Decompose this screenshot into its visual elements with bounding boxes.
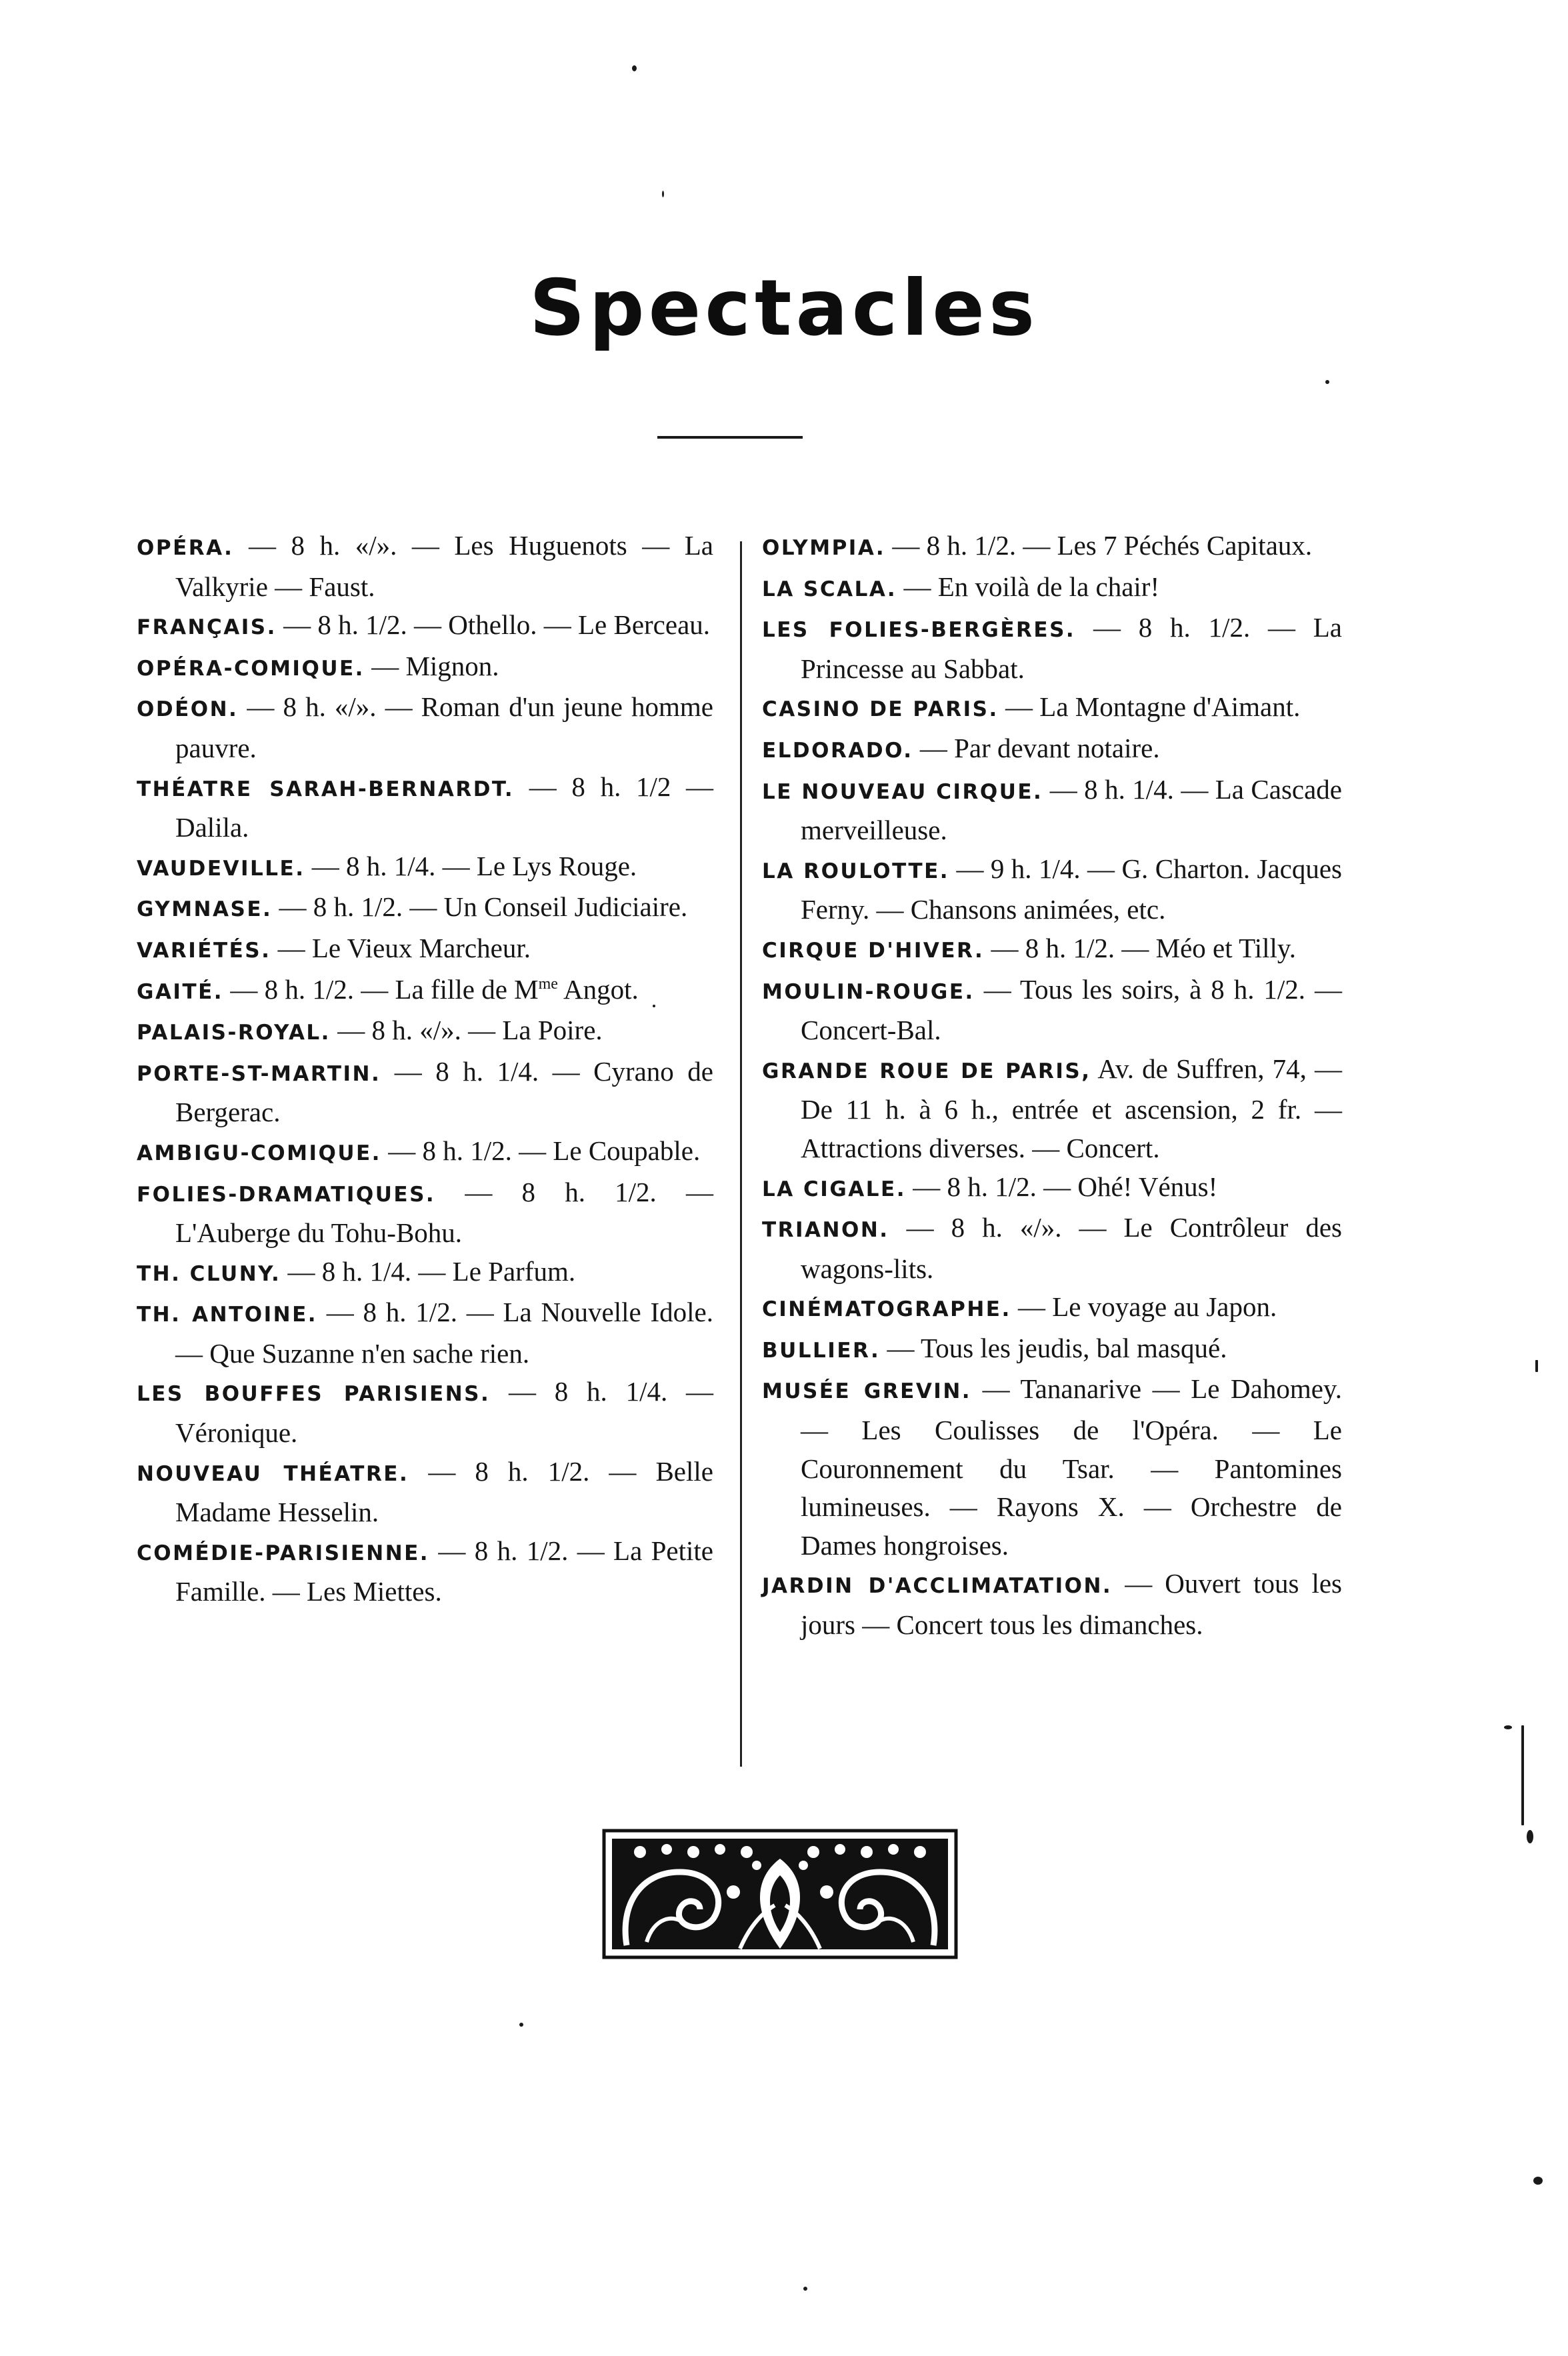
listing-details: — En voilà de la chair!: [897, 571, 1160, 602]
left-column: [137, 527, 713, 1611]
venue-name: BULLIER.: [762, 1338, 881, 1363]
listing-entry: [137, 606, 713, 647]
listing-details: — 8 h. 1/2. — Belle Madame Hesselin.: [175, 1455, 713, 1528]
venue-name: TH. CLUNY.: [137, 1261, 281, 1286]
listing-details: — 8 h. «/». — La Poire.: [330, 1015, 603, 1046]
scan-speck: [1535, 1360, 1538, 1372]
listing-details: — 8 h. 1/2 — Dalila.: [175, 771, 713, 843]
venue-name: CIRQUE D'HIVER.: [762, 938, 985, 963]
listing-entry: [137, 1453, 713, 1532]
venue-name: LE NOUVEAU CIRQUE.: [762, 779, 1043, 804]
listing-details: — Tous les soirs, à 8 h. 1/2. — Concert-Bal.: [801, 973, 1342, 1046]
scan-speck: [803, 2287, 807, 2291]
venue-name: ODÉON.: [137, 697, 239, 722]
scan-speck: [653, 1005, 655, 1007]
scan-speck: [1533, 2177, 1543, 2185]
venue-name: CASINO DE PARIS.: [762, 697, 999, 722]
venue-name: MUSÉE GREVIN.: [762, 1379, 972, 1404]
listing-details: — Tananarive — Le Dahomey. — Les Coulisses de l'Opéra. — Le Couronnement du Tsar. — Pantomines lumineuses. — Rayons X. — Orchestre de Dames hongroises.: [801, 1373, 1342, 1561]
listing-details: — 8 h. 1/4. — Cyrano de Bergerac.: [175, 1055, 713, 1128]
listing-entry: [137, 971, 713, 1012]
listing-entry: [762, 688, 1342, 729]
listing-entry: [137, 888, 713, 929]
listing-details: — 8 h. «/». — Roman d'un jeune homme pauvre.: [175, 691, 713, 763]
scan-speck: [519, 2023, 523, 2027]
venue-name: VAUDEVILLE.: [137, 856, 305, 881]
listing-details: Av. de Suffren, 74, — De 11 h. à 6 h., entrée et ascension, 2 fr. — Attractions diverses. — Concert.: [801, 1053, 1342, 1163]
venue-name: OLYMPIA.: [762, 536, 886, 560]
scan-speck: [1521, 1725, 1524, 1825]
listing-entry: [762, 1209, 1342, 1288]
listing-entry: [762, 1288, 1342, 1329]
venue-name: AMBIGU-COMIQUE.: [137, 1141, 381, 1165]
listing-details: — Le Vieux Marcheur.: [271, 932, 531, 963]
listing-details: — 8 h. 1/2. — Un Conseil Judiciaire.: [272, 891, 688, 923]
listing-entry: [137, 647, 713, 689]
scan-speck: [1325, 380, 1329, 384]
venue-name: FRANÇAIS.: [137, 615, 277, 640]
scan-speck: [1504, 1725, 1512, 1729]
listing-details: — 8 h. 1/4. — Le Parfum.: [281, 1255, 576, 1287]
venue-name: LA CIGALE.: [762, 1177, 906, 1201]
listing-details: — 8 h. 1/2. — Othello. — Le Berceau.: [276, 609, 711, 641]
venue-name: OPÉRA-COMIQUE.: [137, 656, 365, 681]
listing-details: — 8 h. 1/2. — La Nouvelle Idole. — Que Suzanne n'en sache rien.: [175, 1297, 713, 1369]
venue-name: LA ROULOTTE.: [762, 859, 950, 883]
venue-name: GYMNASE.: [137, 897, 273, 922]
listing-details: — 8 h. «/». — Les Huguenots — La Valkyrie — Faust.: [175, 530, 713, 602]
listing-entry: [137, 1011, 713, 1053]
superscript: me: [538, 975, 558, 993]
venue-name: CINÉMATOGRAPHE.: [762, 1297, 1011, 1322]
venue-name: JARDIN D'ACCLIMATATION.: [762, 1574, 1113, 1599]
listing-entry: [137, 1293, 713, 1373]
listing-details: — 9 h. 1/4. — G. Charton. Jacques Ferny. — Chansons animées, etc.: [801, 853, 1342, 925]
listing-entry: [762, 771, 1342, 850]
listing-details: — 8 h. 1/2. — L'Auberge du Tohu-Bohu.: [175, 1176, 713, 1249]
title-rule: [657, 436, 803, 439]
listing-entry: [137, 768, 713, 847]
listing-details: — 8 h. 1/2. — Les 7 Péchés Capitaux.: [885, 530, 1313, 561]
venue-name: MOULIN-ROUGE.: [762, 979, 975, 1004]
listing-details: — Le voyage au Japon.: [1011, 1291, 1277, 1323]
listing-entry: [762, 729, 1342, 771]
venue-name: FOLIES-DRAMATIQUES.: [137, 1182, 436, 1207]
listing-entry: [137, 1532, 713, 1611]
listing-entry: [762, 1565, 1342, 1644]
venue-name: COMÉDIE-PARISIENNE.: [137, 1541, 430, 1565]
listing-entry: [137, 929, 713, 971]
listing-details: — 8 h. 1/2. — Le Coupable.: [381, 1135, 701, 1166]
listing-entry: [762, 568, 1342, 609]
listing-entry: [137, 527, 713, 606]
listing-details: — La Montagne d'Aimant.: [998, 691, 1301, 723]
listing-entry: [762, 1370, 1342, 1565]
listing-details: — Ouvert tous les jours — Concert tous les dimanches.: [801, 1568, 1342, 1641]
venue-name: GAITÉ.: [137, 979, 224, 1004]
scan-speck: [662, 191, 664, 197]
listing-details: — Tous les jeudis, bal masqué.: [880, 1332, 1227, 1363]
listing-details: — 8 h. 1/4. — La Cascade merveilleuse.: [801, 773, 1342, 846]
page-title: Spectacles: [529, 263, 1039, 353]
listing-details: — 8 h. 1/4. — Véronique.: [175, 1376, 713, 1449]
scan-speck: [1527, 1830, 1533, 1843]
listing-details: — 8 h. 1/2. — Ohé! Vénus!: [905, 1171, 1218, 1202]
listing-entry: [137, 1173, 713, 1253]
venue-name: TRIANON.: [762, 1218, 889, 1243]
right-column: [762, 527, 1342, 1645]
listing-details: — 8 h. «/». — Le Contrôleur des wagons-lits.: [801, 1212, 1342, 1284]
venue-name: TH. ANTOINE.: [137, 1303, 318, 1327]
listing-entry: [137, 847, 713, 889]
column-divider: [740, 541, 742, 1767]
listing-entry: [137, 1373, 713, 1452]
listing-details: — Par devant notaire.: [913, 732, 1160, 763]
listing-entry: [137, 688, 713, 767]
scan-speck: [632, 65, 637, 71]
venue-name: OPÉRA.: [137, 536, 234, 560]
listing-entry: [137, 1253, 713, 1294]
listing-entry: [762, 1168, 1342, 1209]
venue-name: PORTE-ST-MARTIN.: [137, 1061, 381, 1086]
listing-entry: [762, 1050, 1342, 1168]
venue-name: LA SCALA.: [762, 577, 897, 601]
listing-details: — 8 h. 1/4. — Le Lys Rouge.: [305, 850, 637, 881]
listing-details: — 8 h. 1/2. — La Princesse au Sabbat.: [801, 612, 1342, 684]
listing-entry: [762, 850, 1342, 929]
venue-name: GRANDE ROUE DE PARIS,: [762, 1059, 1091, 1083]
venue-name: NOUVEAU THÉATRE.: [137, 1461, 409, 1486]
listing-entry: [762, 527, 1342, 568]
venue-name: LES BOUFFES PARISIENS.: [137, 1382, 491, 1407]
listing-details: — 8 h. 1/2. — La fille de M: [223, 973, 539, 1005]
listing-entry: [137, 1132, 713, 1173]
listing-details: — Mignon.: [364, 650, 499, 681]
venue-name: PALAIS-ROYAL.: [137, 1021, 331, 1045]
listing-entry: [762, 1329, 1342, 1371]
venue-name: THÉATRE SARAH-BERNARDT.: [137, 777, 515, 801]
listing-entry: [762, 929, 1342, 971]
listing-entry: [137, 1053, 713, 1132]
listing-entry: [762, 971, 1342, 1050]
venue-name: ELDORADO.: [762, 738, 913, 763]
listing-details-cont: Angot.: [557, 973, 639, 1005]
venue-name: VARIÉTÉS.: [137, 938, 271, 963]
listing-details: — 8 h. 1/2. — Méo et Tilly.: [984, 932, 1297, 963]
venue-name: LES FOLIES-BERGÈRES.: [762, 618, 1076, 643]
listing-details: — 8 h. 1/2. — La Petite Famille. — Les Miettes.: [175, 1535, 713, 1607]
ornament-vignette: [600, 1825, 960, 1962]
listing-entry: [762, 609, 1342, 688]
